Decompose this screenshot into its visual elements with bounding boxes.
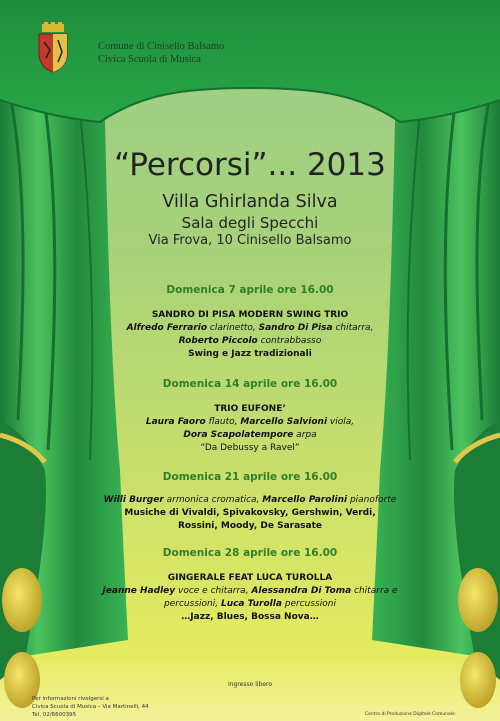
concert-4-performers-line1 xyxy=(95,585,405,598)
concert-2-program: “Da Debussy a Ravel” xyxy=(200,443,300,453)
info-line2: Civica Scuola di Musica – Via Martinelli, 44 xyxy=(32,704,149,710)
instrument: chitarra, xyxy=(332,323,374,333)
concert-4-program: …Jazz, Blues, Bossa Nova… xyxy=(181,612,319,622)
concert-1-details xyxy=(95,309,405,361)
performer: Roberto Piccolo xyxy=(178,336,258,346)
performer: Sandro Di Pisa xyxy=(258,323,333,333)
concert-2-details xyxy=(95,403,405,455)
performer: Laura Faoro xyxy=(145,417,206,427)
info-contact xyxy=(32,695,149,719)
concert-2-group: TRIO EUFONE’ xyxy=(214,404,286,414)
instrument: chitarra e xyxy=(351,586,398,596)
concert-3-details xyxy=(95,494,405,533)
header-municipality: Comune di Cinisello Balsamo xyxy=(98,41,225,52)
header-school: Civica Scuola di Musica xyxy=(98,54,201,65)
performer: Luca Turolla xyxy=(220,599,282,609)
concert-4-group: GINGERALE FEAT LUCA TUROLLA xyxy=(167,573,333,583)
concert-1-performers-line1 xyxy=(95,322,405,335)
venue-room: Sala degli Specchi xyxy=(181,214,319,232)
concert-4-date: Domenica 28 aprile ore 16.00 xyxy=(162,547,338,559)
instrument: percussioni xyxy=(281,599,336,609)
concert-1-group: SANDRO DI PISA MODERN SWING TRIO xyxy=(151,310,349,320)
instrument: viola, xyxy=(327,417,355,427)
concert-2-performers-line2 xyxy=(95,429,405,442)
info-line3: Tel. 02/6600395 xyxy=(32,712,77,718)
concert-1-performers-line2 xyxy=(95,335,405,348)
performer: Alessandra Di Toma xyxy=(251,586,352,596)
performer: Dora Scapolatempore xyxy=(183,430,294,440)
instrument: arpa xyxy=(293,430,317,440)
poster-title: “Percorsi”... 2013 xyxy=(114,147,386,183)
performer: Alfredo Ferrario xyxy=(126,323,208,333)
instrument: contrabbasso xyxy=(257,336,322,346)
venue-name: Villa Ghirlanda Silva xyxy=(162,192,338,212)
instrument: armonica cromatica, xyxy=(163,495,263,505)
concert-4-performers-line2 xyxy=(95,598,405,611)
concert-2-date: Domenica 14 aprile ore 16.00 xyxy=(162,378,338,390)
free-entry-note: Ingresso libero xyxy=(227,681,273,688)
concert-1-date: Domenica 7 aprile ore 16.00 xyxy=(166,284,334,296)
concert-1-program: Swing e Jazz tradizionali xyxy=(188,349,312,359)
instrument: voce e chitarra, xyxy=(175,586,252,596)
performer: Jeanne Hadley xyxy=(102,586,176,596)
instrument: pianoforte xyxy=(347,495,397,505)
info-line1: Per informazioni rivolgersi a xyxy=(32,696,109,702)
municipal-crest-icon xyxy=(36,22,70,74)
print-credit: Centro di Produzione Digitale Comunale xyxy=(365,712,455,717)
instrument: flauto, xyxy=(205,417,241,427)
instrument: clarinetto, xyxy=(207,323,259,333)
venue-address: Via Frova, 10 Cinisello Balsamo xyxy=(148,233,352,248)
concert-2-performers-line1 xyxy=(95,416,405,429)
performer: Willi Burger xyxy=(103,495,164,505)
concert-4-details xyxy=(95,572,405,624)
concert-3-date: Domenica 21 aprile ore 16.00 xyxy=(162,471,338,483)
performer: Marcello Parolini xyxy=(262,495,348,505)
instrument: percussioni, xyxy=(164,599,221,609)
concert-3-performers-line1 xyxy=(95,494,405,507)
concert-3-program-line1: Musiche di Vivaldi, Spivakovsky, Gershwin, Verdi, xyxy=(124,508,376,518)
concert-3-program-line2: Rossini, Moody, De Sarasate xyxy=(177,521,323,531)
performer: Marcello Salvioni xyxy=(240,417,328,427)
